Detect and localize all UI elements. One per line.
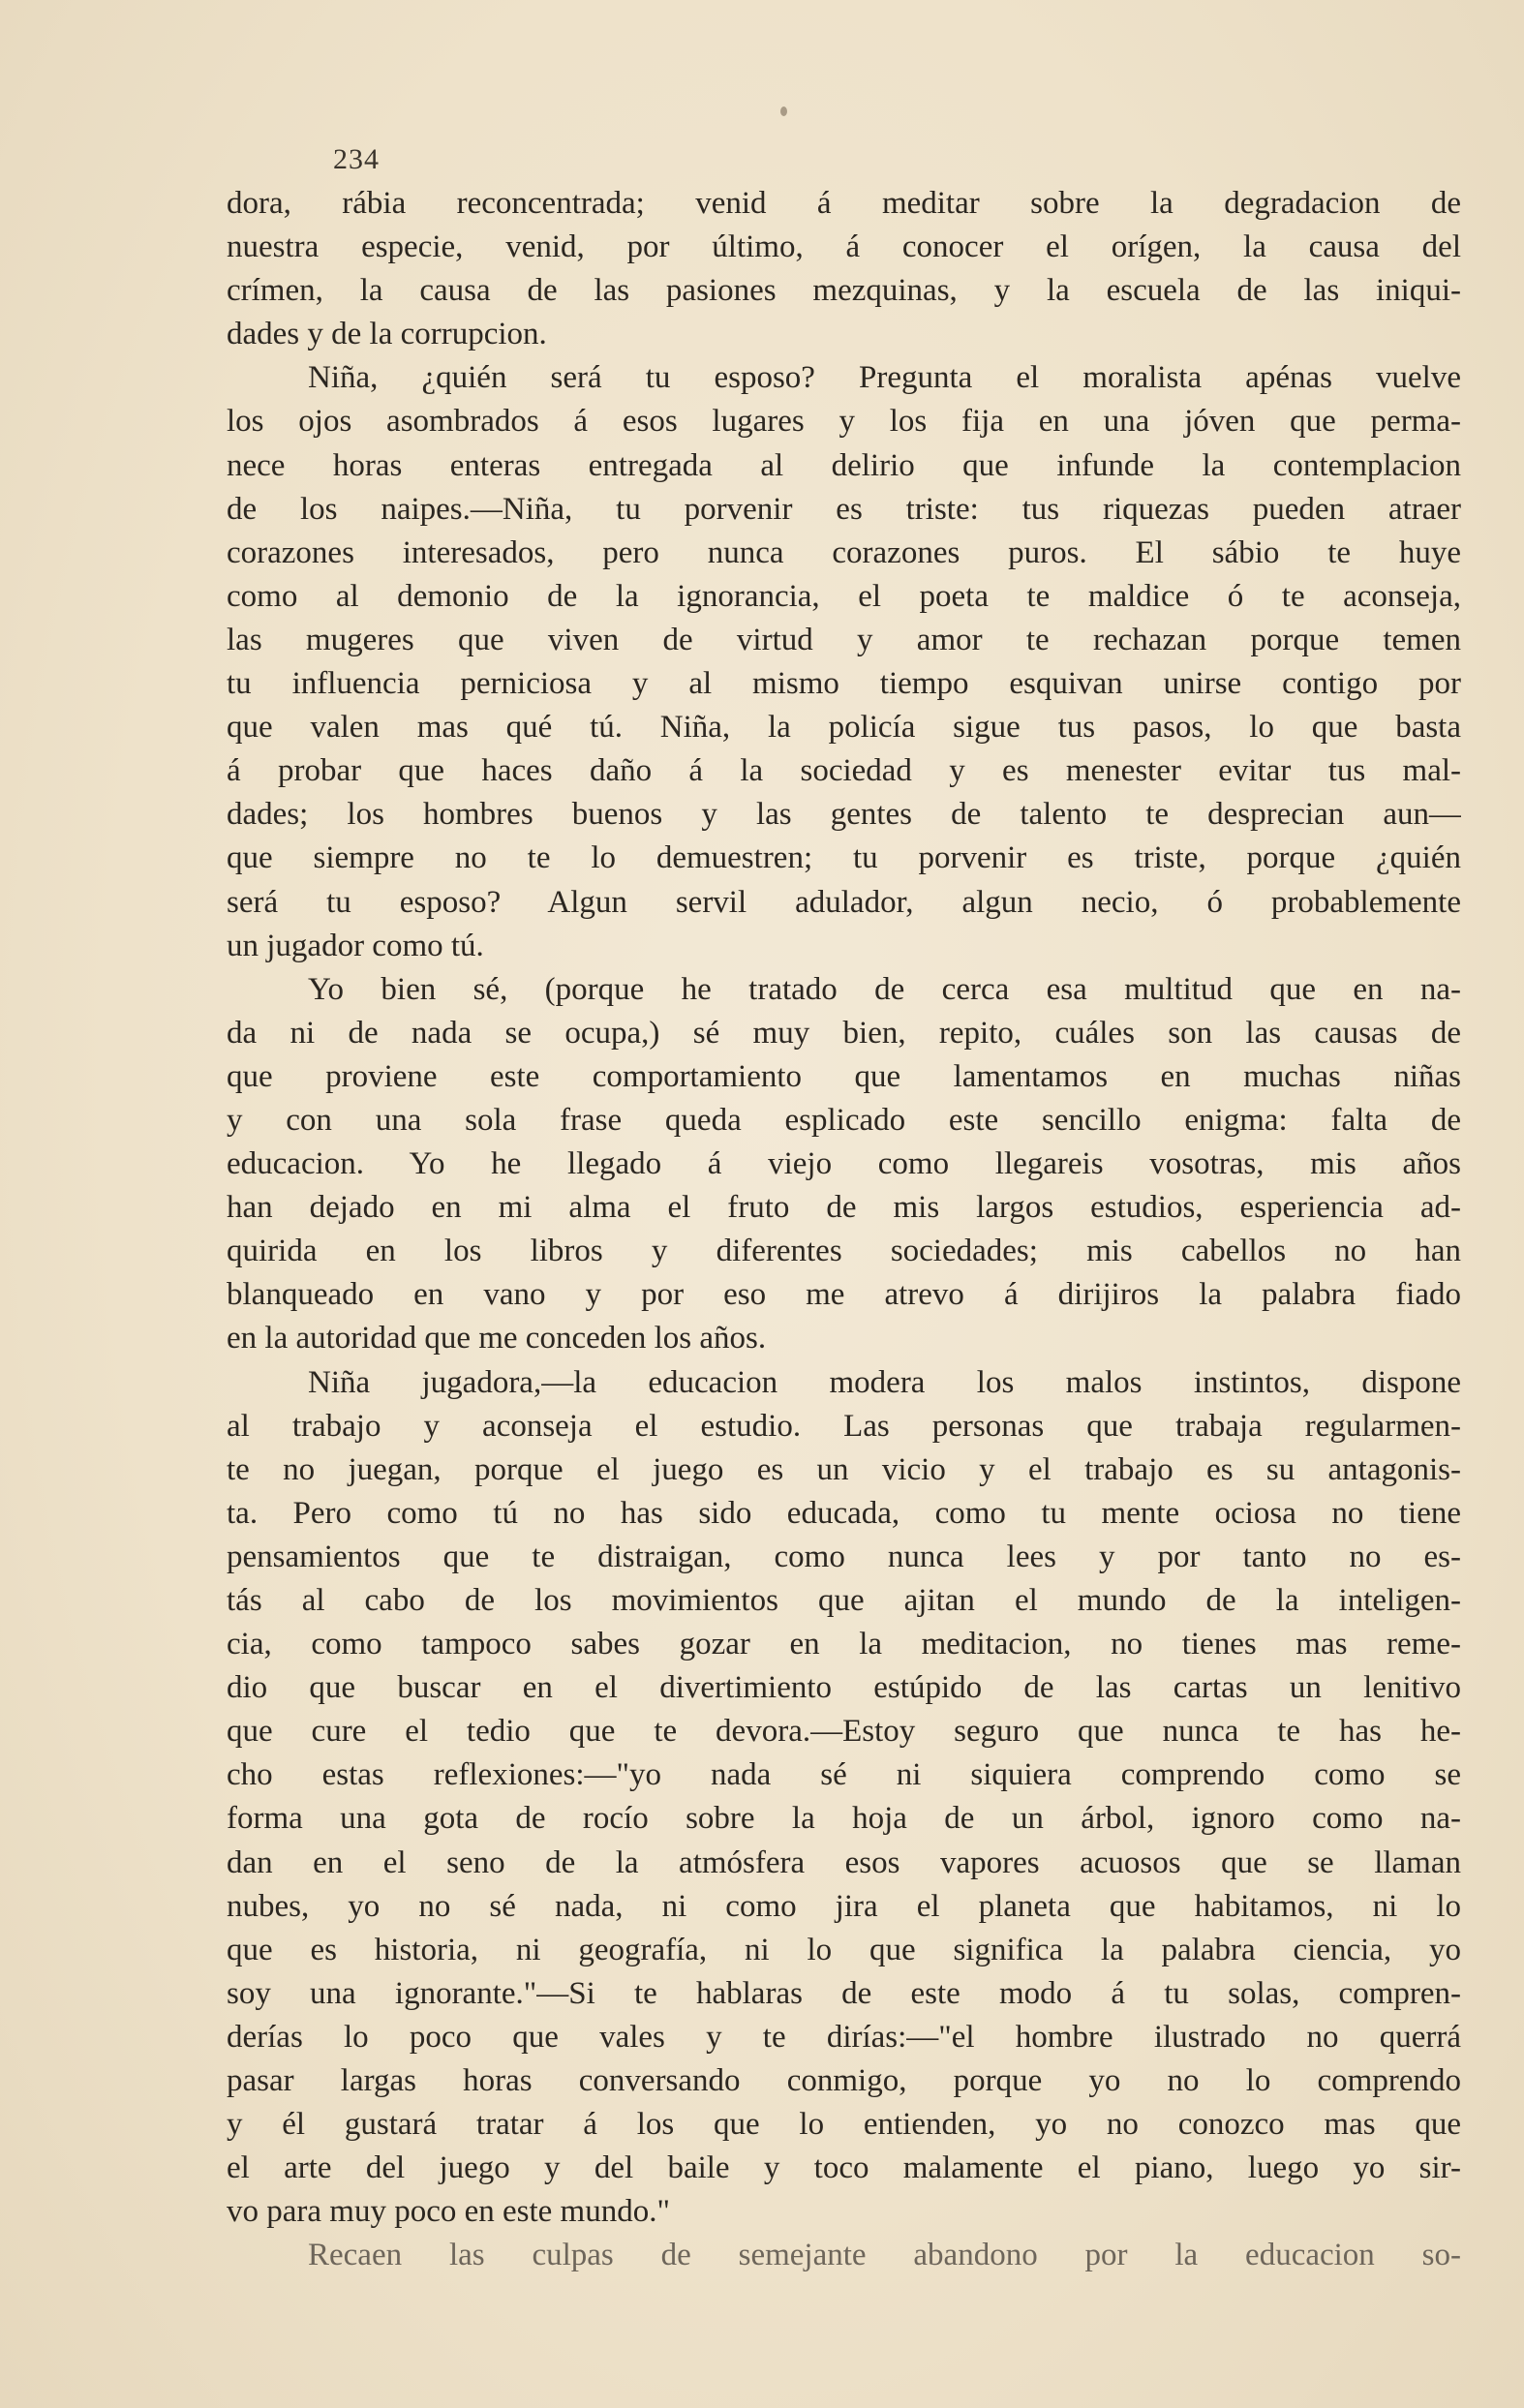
text-line: cia, como tampoco sabes gozar en la meditacion, no tienes mas reme- xyxy=(227,1627,1461,1662)
text-line: y con una sola frase queda esplicado este sencillo enigma: falta de xyxy=(227,1102,1461,1138)
text-line: un jugador como tú. xyxy=(227,928,484,963)
text-line: nuestra especie, venid, por último, á conocer el orígen, la causa del xyxy=(227,229,1461,265)
text-line: al trabajo y aconseja el estudio. Las personas que trabaja regularmen- xyxy=(227,1408,1461,1444)
text-line: Niña jugadora,—la educacion modera los malos instintos, dispone xyxy=(308,1364,1461,1400)
text-line: soy una ignorante."—Si te hablaras de este modo á tu solas, compren- xyxy=(227,1975,1461,2011)
text-line: dades y de la corrupcion. xyxy=(227,317,547,352)
text-line: forma una gota de rocío sobre la hoja de un árbol, ignoro como na- xyxy=(227,1801,1461,1837)
text-line: dan en el seno de la atmósfera esos vapores acuosos que se llaman xyxy=(227,1844,1461,1880)
ink-speck xyxy=(780,107,787,116)
text-line: dora, rábia reconcentrada; venid á meditar sobre la degradacion de xyxy=(227,186,1461,221)
text-line: que valen mas qué tú. Niña, la policía sigue tus pasos, lo que basta xyxy=(227,710,1461,746)
text-line: quirida en los libros y diferentes sociedades; mis cabellos no han xyxy=(227,1234,1461,1269)
text-line: pensamientos que te distraigan, como nunca lees y por tanto no es- xyxy=(227,1539,1461,1574)
text-line: los ojos asombrados á esos lugares y los fija en una jóven que perma- xyxy=(227,404,1461,440)
text-line: corazones interesados, pero nunca corazones puros. El sábio te huye xyxy=(227,534,1461,570)
text-line: Recaen las culpas de semejante abandono por la educacion so- xyxy=(308,2238,1461,2273)
text-line: y él gustará tratar á los que lo entienden, yo no conozco mas que xyxy=(227,2107,1461,2143)
text-line: el arte del juego y del baile y toco malamente el piano, luego yo sir- xyxy=(227,2150,1461,2186)
text-line: pasar largas horas conversando conmigo, porque yo no lo comprendo xyxy=(227,2063,1461,2099)
text-line: que es historia, ni geografía, ni lo que significa la palabra ciencia, yo xyxy=(227,1932,1461,1967)
text-line: tu influencia perniciosa y al mismo tiempo esquivan unirse contigo por xyxy=(227,666,1461,702)
text-line: Niña, ¿quién será tu esposo? Pregunta el moralista apénas vuelve xyxy=(308,360,1461,396)
text-line: han dejado en mi alma el fruto de mis largos estudios, esperiencia ad- xyxy=(227,1190,1461,1226)
text-line: que cure el tedio que te devora.—Estoy seguro que nunca te has he- xyxy=(227,1714,1461,1750)
text-line: da ni de nada se ocupa,) sé muy bien, repito, cuáles son las causas de xyxy=(227,1015,1461,1051)
text-line: en la autoridad que me conceden los años. xyxy=(227,1321,767,1356)
text-line: nece horas enteras entregada al delirio que infunde la contemplacion xyxy=(227,447,1461,483)
text-line: educacion. Yo he llegado á viejo como llegareis vosotras, mis años xyxy=(227,1146,1461,1182)
text-line: ta. Pero como tú no has sido educada, como tu mente ociosa no tiene xyxy=(227,1495,1461,1531)
text-line: tás al cabo de los movimientos que ajitan el mundo de la inteligen- xyxy=(227,1583,1461,1618)
text-line: blanqueado en vano y por eso me atrevo á dirijiros la palabra fiado xyxy=(227,1277,1461,1313)
text-line: de los naipes.—Niña, tu porvenir es triste: tus riquezas pueden atraer xyxy=(227,491,1461,527)
text-line: las mugeres que viven de virtud y amor te rechazan porque temen xyxy=(227,622,1461,657)
text-line: dio que buscar en el divertimiento estúpido de las cartas un lenitivo xyxy=(227,1670,1461,1706)
text-line: vo para muy poco en este mundo." xyxy=(227,2194,670,2230)
text-line: Yo bien sé, (porque he tratado de cerca esa multitud que en na- xyxy=(308,971,1461,1007)
page-number: 234 xyxy=(333,143,380,175)
text-line: derías lo poco que vales y te dirías:—"el hombre ilustrado no querrá xyxy=(227,2019,1461,2055)
text-line: que proviene este comportamiento que lamentamos en muchas niñas xyxy=(227,1058,1461,1094)
text-line: que siempre no te lo demuestren; tu porvenir es triste, porque ¿quién xyxy=(227,840,1461,876)
text-line: á probar que haces daño á la sociedad y es menester evitar tus mal- xyxy=(227,753,1461,789)
body-text xyxy=(227,182,1461,2278)
text-line: dades; los hombres buenos y las gentes de talento te desprecian aun— xyxy=(227,797,1461,833)
text-line: como al demonio de la ignorancia, el poeta te maldice ó te aconseja, xyxy=(227,578,1461,614)
text-line: crímen, la causa de las pasiones mezquinas, y la escuela de las iniqui- xyxy=(227,273,1461,309)
text-line: cho estas reflexiones:—"yo nada sé ni siquiera comprendo como se xyxy=(227,1757,1461,1793)
text-line: te no juegan, porque el juego es un vicio y el trabajo es su antagonis- xyxy=(227,1451,1461,1487)
text-line: nubes, yo no sé nada, ni como jira el planeta que habitamos, ni lo xyxy=(227,1888,1461,1924)
text-line: será tu esposo? Algun servil adulador, algun necio, ó probablemente xyxy=(227,884,1461,920)
